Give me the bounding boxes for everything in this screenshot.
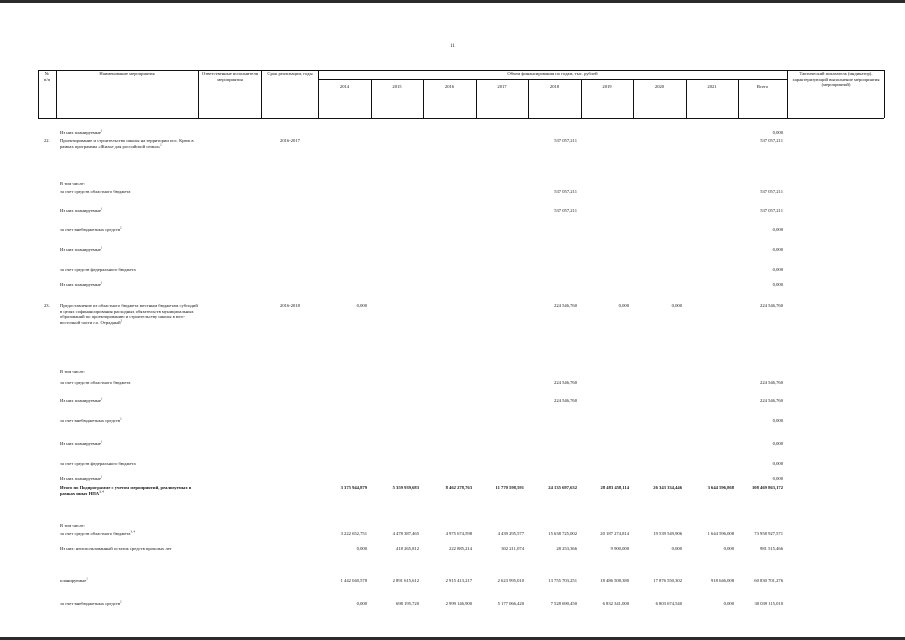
row-value-Всего: 537 057,211 <box>760 138 783 143</box>
row-label: В том числе: <box>60 523 85 528</box>
row-value-2018: 224 546,760 <box>554 398 577 403</box>
row-label: за счет средств федерального бюджета <box>60 461 136 466</box>
row-value-Всего: 981 515,466 <box>760 546 783 551</box>
row-value-2017: 5 177 066,420 <box>497 601 524 606</box>
row-label: за счет средств областного бюджета <box>60 380 131 385</box>
header-year-8: Всего <box>756 84 769 89</box>
footnote-mark: 1 <box>100 474 103 479</box>
footnote-mark: 1 <box>100 206 103 211</box>
row-value-2015: 418 265,812 <box>396 546 419 551</box>
row-value-2018: 537 057,211 <box>554 208 577 213</box>
header-year-4: 2018 <box>549 84 560 89</box>
col-line-14 <box>884 70 885 118</box>
footnote-mark: 3, 4 <box>99 489 104 494</box>
row-value-2015: 2 891 615,612 <box>392 578 419 583</box>
row-label: Из них планируемые$^1$ <box>60 439 103 446</box>
row-value-2019: 0,000 <box>618 303 629 308</box>
row-label: за счет средств федерального бюджета <box>60 267 136 272</box>
row-value-2018: 15 638 725,002 <box>548 531 577 536</box>
row-value-2018: 537 057,211 <box>554 138 577 143</box>
row-value-Всего: 0,000 <box>772 227 783 232</box>
row-value-2018: 13 755 703,251 <box>548 578 577 583</box>
row-value-Всего: 0,000 <box>772 441 783 446</box>
row-label: планируемые$^1$ <box>60 576 88 583</box>
row-value-Всего: 0,000 <box>772 418 783 423</box>
header-year-rule <box>318 79 787 80</box>
row-value-2019: 9 900,000 <box>610 546 629 551</box>
row-value-Всего: 0,000 <box>772 247 783 252</box>
footnote-mark: 2 <box>120 599 122 604</box>
row-label: Из них: неиспользованный остаток средств прошлых лет <box>60 546 172 551</box>
row-value-2018: 224 546,760 <box>554 380 577 385</box>
row-value-2021: 1 644 596,008 <box>707 531 734 536</box>
row-value-Всего: 0,000 <box>772 282 783 287</box>
row-value-2018: 7 528 690,450 <box>550 601 577 606</box>
row-value-Всего: 73 958 927,571 <box>754 531 783 536</box>
page-number: 11 <box>450 44 455 49</box>
row-value-2021: 918 646,008 <box>711 578 734 583</box>
footnote-mark: 1 <box>100 439 103 444</box>
row-value-2020: 0,000 <box>671 303 682 308</box>
row-label: Из них планируемые$^1$ <box>60 280 103 287</box>
header-num: № п/п <box>43 71 51 82</box>
row-value-2018: 537 057,211 <box>554 189 577 194</box>
row-value-2014: 0,000 <box>356 546 367 551</box>
row-value-2021: 0,000 <box>723 546 734 551</box>
row-value-Всего: 224 546,760 <box>760 303 783 308</box>
row-label: Из них планируемые$^1$ <box>60 474 103 481</box>
row-value-Всего: 60 830 701,276 <box>754 578 783 583</box>
row-value-Всего: 0,000 <box>772 130 783 135</box>
row-value-Всего: 537 057,211 <box>760 189 783 194</box>
row-label: В том числе: <box>60 369 85 374</box>
header-year-3: 2017 <box>497 84 507 89</box>
footnote-mark: 1 <box>100 128 103 133</box>
row-label: за счет внебюджетных средств$^2$ <box>60 225 122 232</box>
header-bottom-rule <box>38 118 884 119</box>
footnote-mark: 2 <box>160 142 162 147</box>
row-value-2019: 6 832 341,000 <box>602 601 629 606</box>
row-value-Всего: 537 057,211 <box>760 208 783 213</box>
row-value-2019: 28 483 458,114 <box>600 485 629 490</box>
header-year-2: 2016 <box>444 84 455 89</box>
row-label: В том числе: <box>60 181 85 186</box>
row-value-2018: 28 253,366 <box>556 546 577 551</box>
row-value-2017: 11 770 598,591 <box>495 485 524 490</box>
header-name: Наименование мероприятия <box>99 71 155 76</box>
row-value-2014: 0,000 <box>356 601 367 606</box>
row-value-2017: 4 439 295,577 <box>497 531 524 536</box>
row-value-2018: 224 546,760 <box>554 303 577 308</box>
row-value-2017: 302 211,074 <box>501 546 524 551</box>
row-label: Из них планируемые$^1$ <box>60 206 103 213</box>
header-term: Срок реализации, годы <box>267 71 313 76</box>
footnote-mark: 1 <box>100 280 103 285</box>
row-term: 2016-2017 <box>280 138 300 143</box>
header-year-6: 2020 <box>654 84 665 89</box>
row-number: 22. <box>44 138 50 143</box>
row-label: за счет средств областного бюджета <box>60 189 131 194</box>
row-value-Всего: 30 039 115,010 <box>754 601 783 606</box>
row-value-2014: 3 375 944,879 <box>340 485 367 490</box>
row-value-2020: 0,000 <box>671 546 682 551</box>
row-value-2015: 5 359 939,683 <box>392 485 419 490</box>
footnote-mark: 2 <box>120 225 122 230</box>
row-value-2020: 6 803 674,540 <box>655 601 682 606</box>
row-number: 23. <box>44 303 50 308</box>
header-financing: Объем финансирования по годам, тыс. рублей <box>507 71 598 76</box>
row-value-Всего: 0,000 <box>772 476 783 481</box>
row-value-2016: 2 999 146,900 <box>445 601 472 606</box>
row-value-2021: 3 644 596,868 <box>707 485 734 490</box>
header-year-5: 2019 <box>602 84 612 89</box>
row-value-2019: 20 187 274,814 <box>600 531 629 536</box>
row-label: за счет внебюджетных средств$^2$ <box>60 416 122 423</box>
row-label: Проектирование и строительство школы на территории пос. Крюк в рамках программы «Жилье для российской семьи»$^2$ <box>60 138 194 149</box>
row-value-2015: 698 195,720 <box>396 601 419 606</box>
row-value-2021: 0,000 <box>723 601 734 606</box>
row-value-2017: 2 623 995,010 <box>497 578 524 583</box>
row-value-Всего: 224 546,760 <box>760 398 783 403</box>
row-value-2019: 18 486 508,380 <box>600 578 629 583</box>
row-value-2016: 8 462 278,763 <box>445 485 472 490</box>
header-year-1: 2015 <box>392 84 402 89</box>
row-value-Всего: 0,000 <box>772 267 783 272</box>
row-label: Предоставление из областного бюджета местным бюджетам субсидий в целях софинансирования расходных обязательств муниципальных образований по проектированию и строительству школы в юго-восточной части г.о. Отрадный$^2$ <box>60 303 198 325</box>
row-label: Итого по Подпрограмме с учетом мероприятий, реализуемых в рамках иных НПА$^{3, 4}$ <box>60 485 192 496</box>
footnote-mark: 1 <box>100 245 103 250</box>
row-value-2014: 0,000 <box>356 303 367 308</box>
header-executors: Ответственные исполнители мероприятия <box>201 71 259 82</box>
footnote-mark: 1 <box>100 396 103 401</box>
row-value-2015: 4 478 387,465 <box>392 531 419 536</box>
row-value-2016: 4 975 674,598 <box>445 531 472 536</box>
row-value-2014: 3 222 652,751 <box>340 531 367 536</box>
row-label: Из них планируемые$^1$ <box>60 128 103 135</box>
footnote-mark: 2 <box>120 318 123 323</box>
row-value-Всего: 224 546,760 <box>760 380 783 385</box>
row-term: 2016-2018 <box>280 303 300 308</box>
col-line-3 <box>261 70 262 118</box>
row-value-2018: 24 135 697,632 <box>548 485 577 490</box>
row-value-2020: 17 876 550,302 <box>653 578 682 583</box>
row-value-2014: 1 442 040,578 <box>340 578 367 583</box>
header-year-0: 2014 <box>339 84 350 89</box>
header-indicator: Тактический показатель (индикатор), характеризующий выполнение мероприятия (мероприятий) <box>792 71 880 88</box>
row-label: за счет средств областного бюджета$^{3, 4}$ <box>60 529 135 536</box>
footnote-mark: 2 <box>120 416 122 421</box>
row-value-2016: 2 915 413,217 <box>445 578 472 583</box>
row-label: Из них планируемые$^1$ <box>60 245 103 252</box>
footnote-mark: 1 <box>86 576 88 581</box>
row-value-2020: 19 539 549,906 <box>653 531 682 536</box>
row-label: за счет внебюджетных средств$^2$ <box>60 599 122 606</box>
col-line-1 <box>56 70 57 118</box>
col-line-4 <box>318 70 319 118</box>
row-value-2020: 26 343 334,446 <box>653 485 682 490</box>
col-line-13 <box>787 70 788 118</box>
row-label: Из них планируемые$^1$ <box>60 396 103 403</box>
footnote-mark: 3, 4 <box>130 529 135 534</box>
col-line-2 <box>198 70 199 118</box>
row-value-Всего: 108 469 863,172 <box>751 485 783 490</box>
row-value-Всего: 0,000 <box>772 461 783 466</box>
row-value-2016: 222 885,214 <box>449 546 472 551</box>
header-year-7: 2021 <box>707 84 717 89</box>
